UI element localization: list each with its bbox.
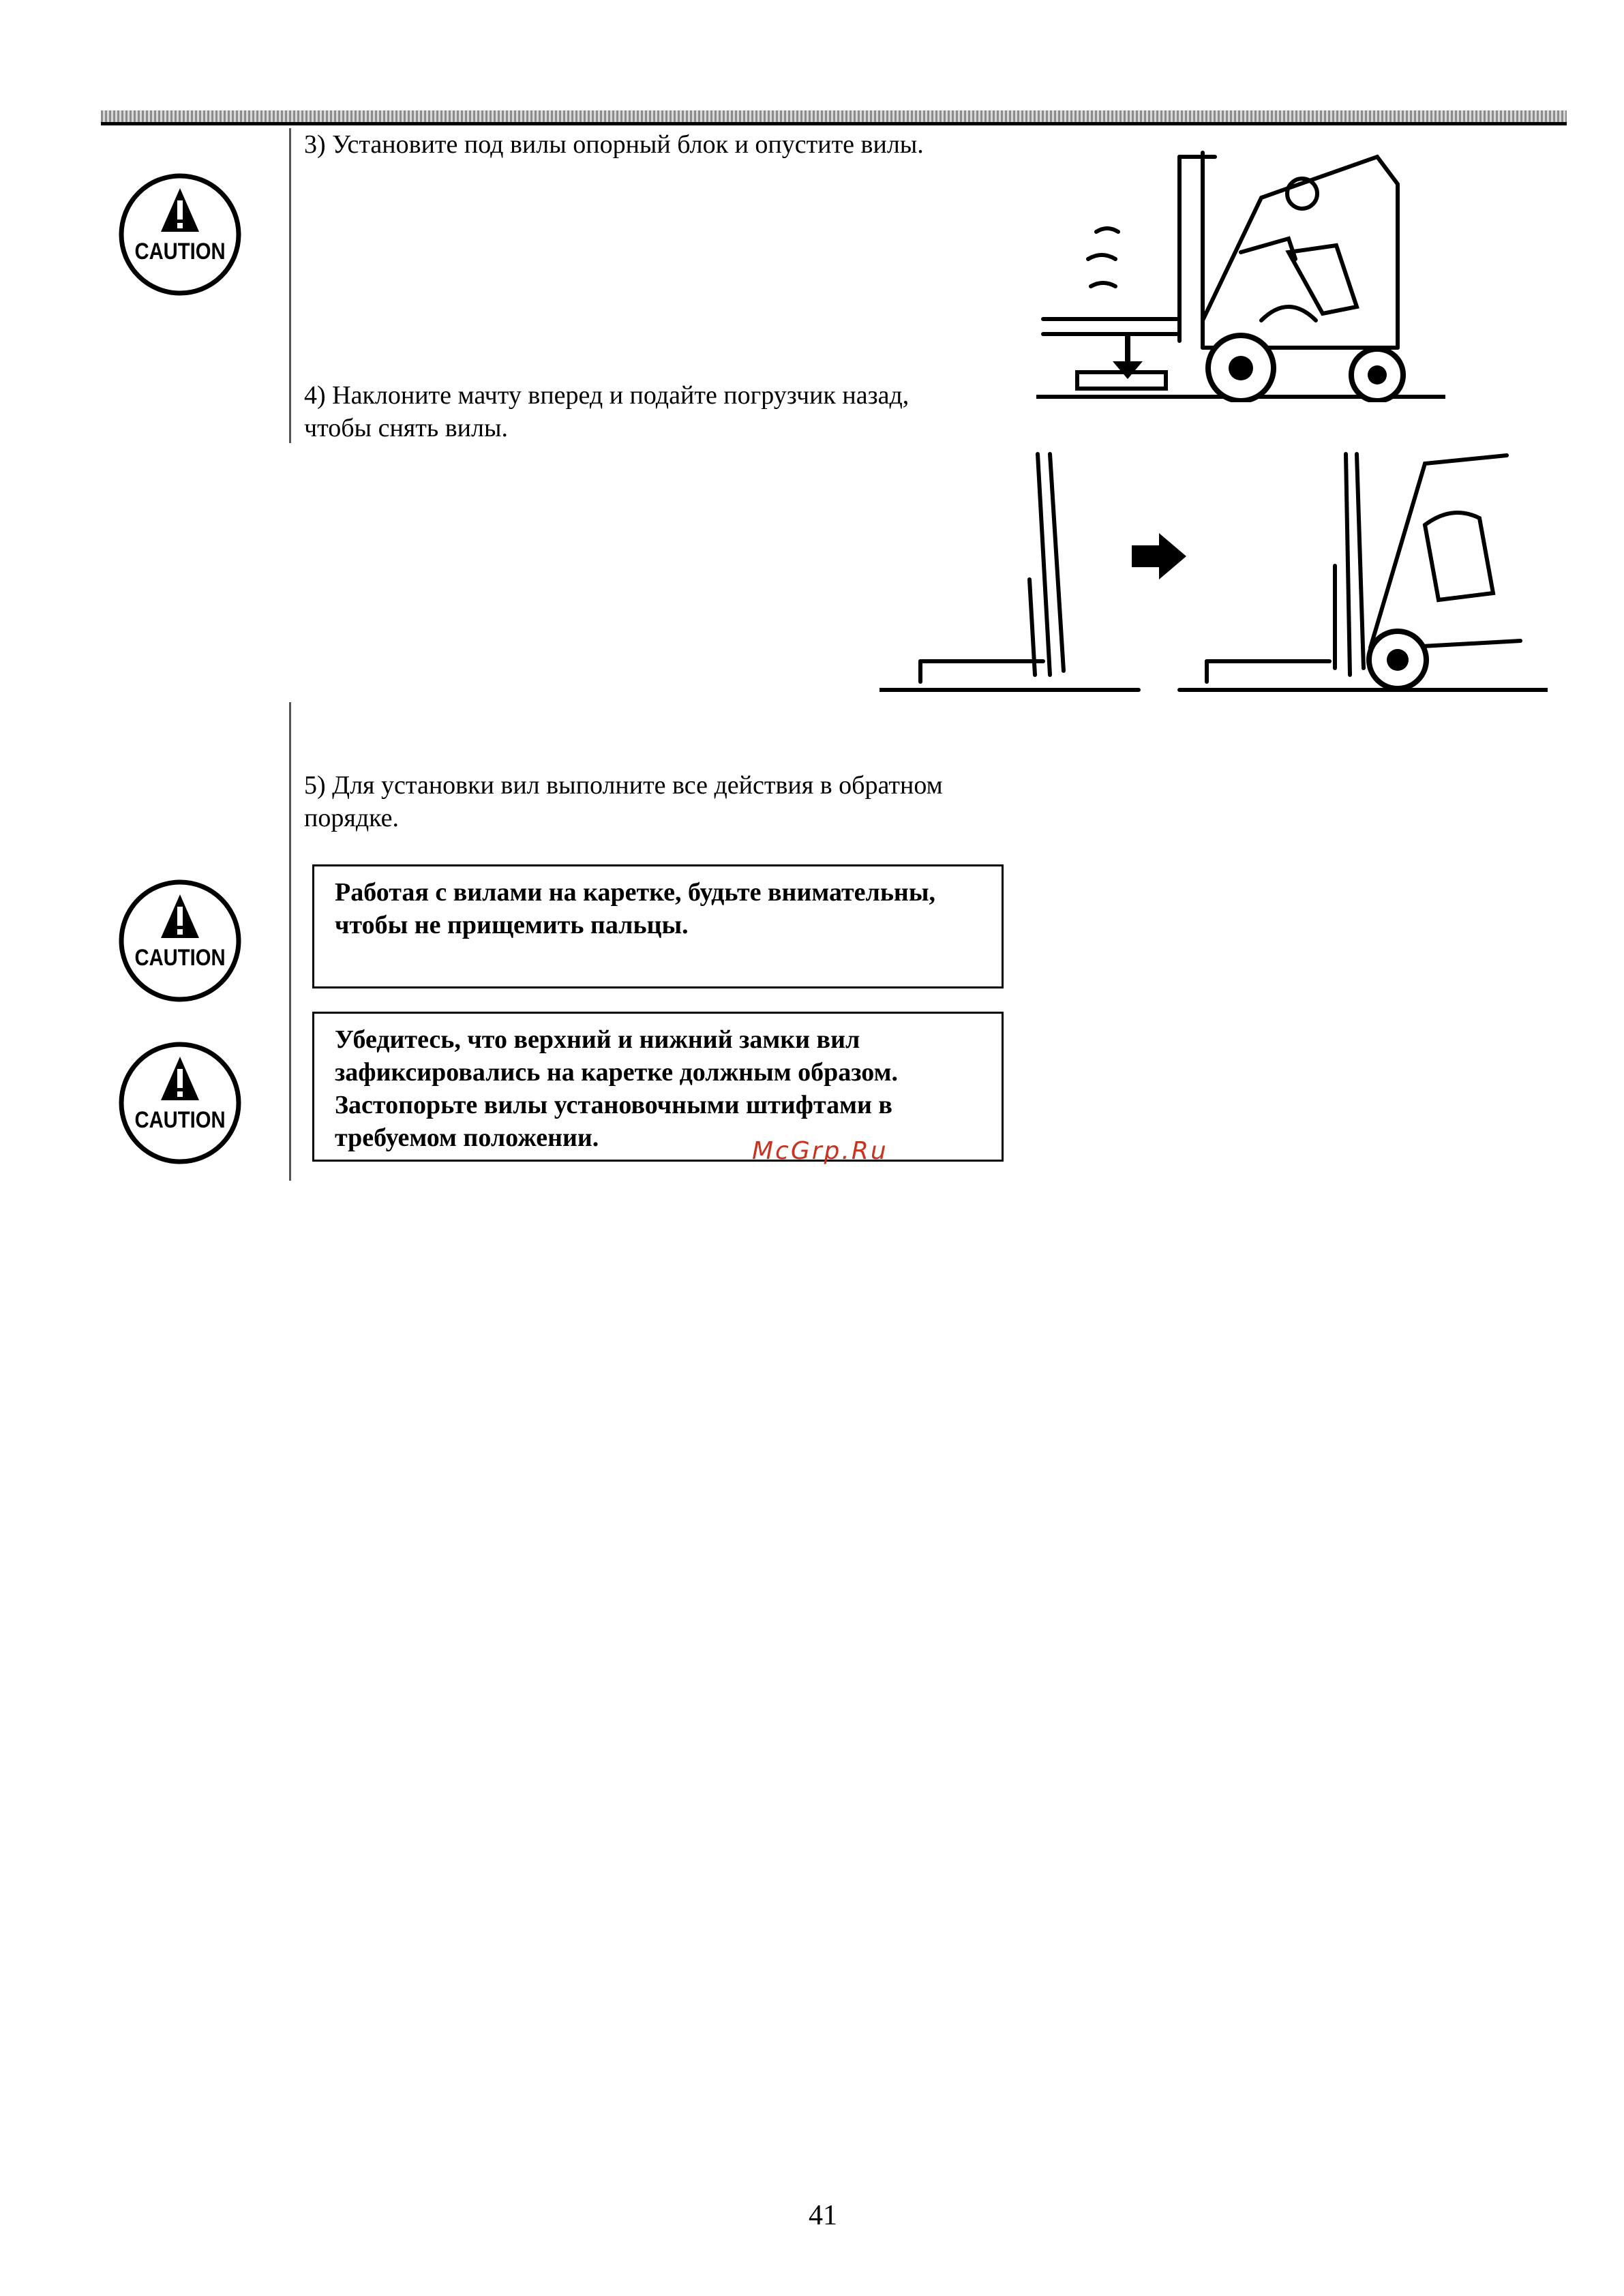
step-5-text: 5) Для установки вил выполните все действия в обратном порядке.: [304, 771, 943, 832]
forklift-backing-figure: [879, 443, 1548, 695]
step-4-text: 4) Наклоните мачту вперед и подайте погрузчик назад, чтобы снять вилы.: [304, 381, 909, 442]
caution-text-line: требуемом положении.: [335, 1123, 599, 1152]
svg-text:CAUTION: CAUTION: [134, 943, 226, 971]
forklift-lowering-figure: [1036, 143, 1445, 402]
caution-text-line: Работая с вилами на каретке, будьте внимательны,: [335, 878, 935, 907]
svg-text:CAUTION: CAUTION: [134, 237, 226, 265]
caution-box-fingers: [312, 864, 1004, 988]
caution-text-line: Убедитесь, что верхний и нижний замки вил: [335, 1025, 860, 1054]
caution-text-line: Застопорьте вилы установочными штифтами в: [335, 1091, 892, 1119]
caution-text-line: чтобы не прищемить пальцы.: [335, 911, 689, 939]
margin-line-2: [289, 702, 291, 1181]
step-3-text: 3) Установите под вилы опорный блок и опустите вилы.: [304, 130, 924, 159]
caution-icon: [117, 878, 243, 1003]
caution-icon: [117, 1040, 243, 1166]
page-number: 41: [809, 2200, 837, 2231]
caution-icon: [117, 172, 243, 297]
svg-text:CAUTION: CAUTION: [134, 1106, 226, 1133]
margin-line-1: [289, 128, 291, 443]
header-rule: [101, 110, 1567, 125]
caution-box-fork-locks: [312, 1012, 1004, 1162]
caution-text-line: зафиксировались на каретке должным образом.: [335, 1058, 898, 1087]
watermark: McGrp.Ru: [752, 1137, 888, 1165]
